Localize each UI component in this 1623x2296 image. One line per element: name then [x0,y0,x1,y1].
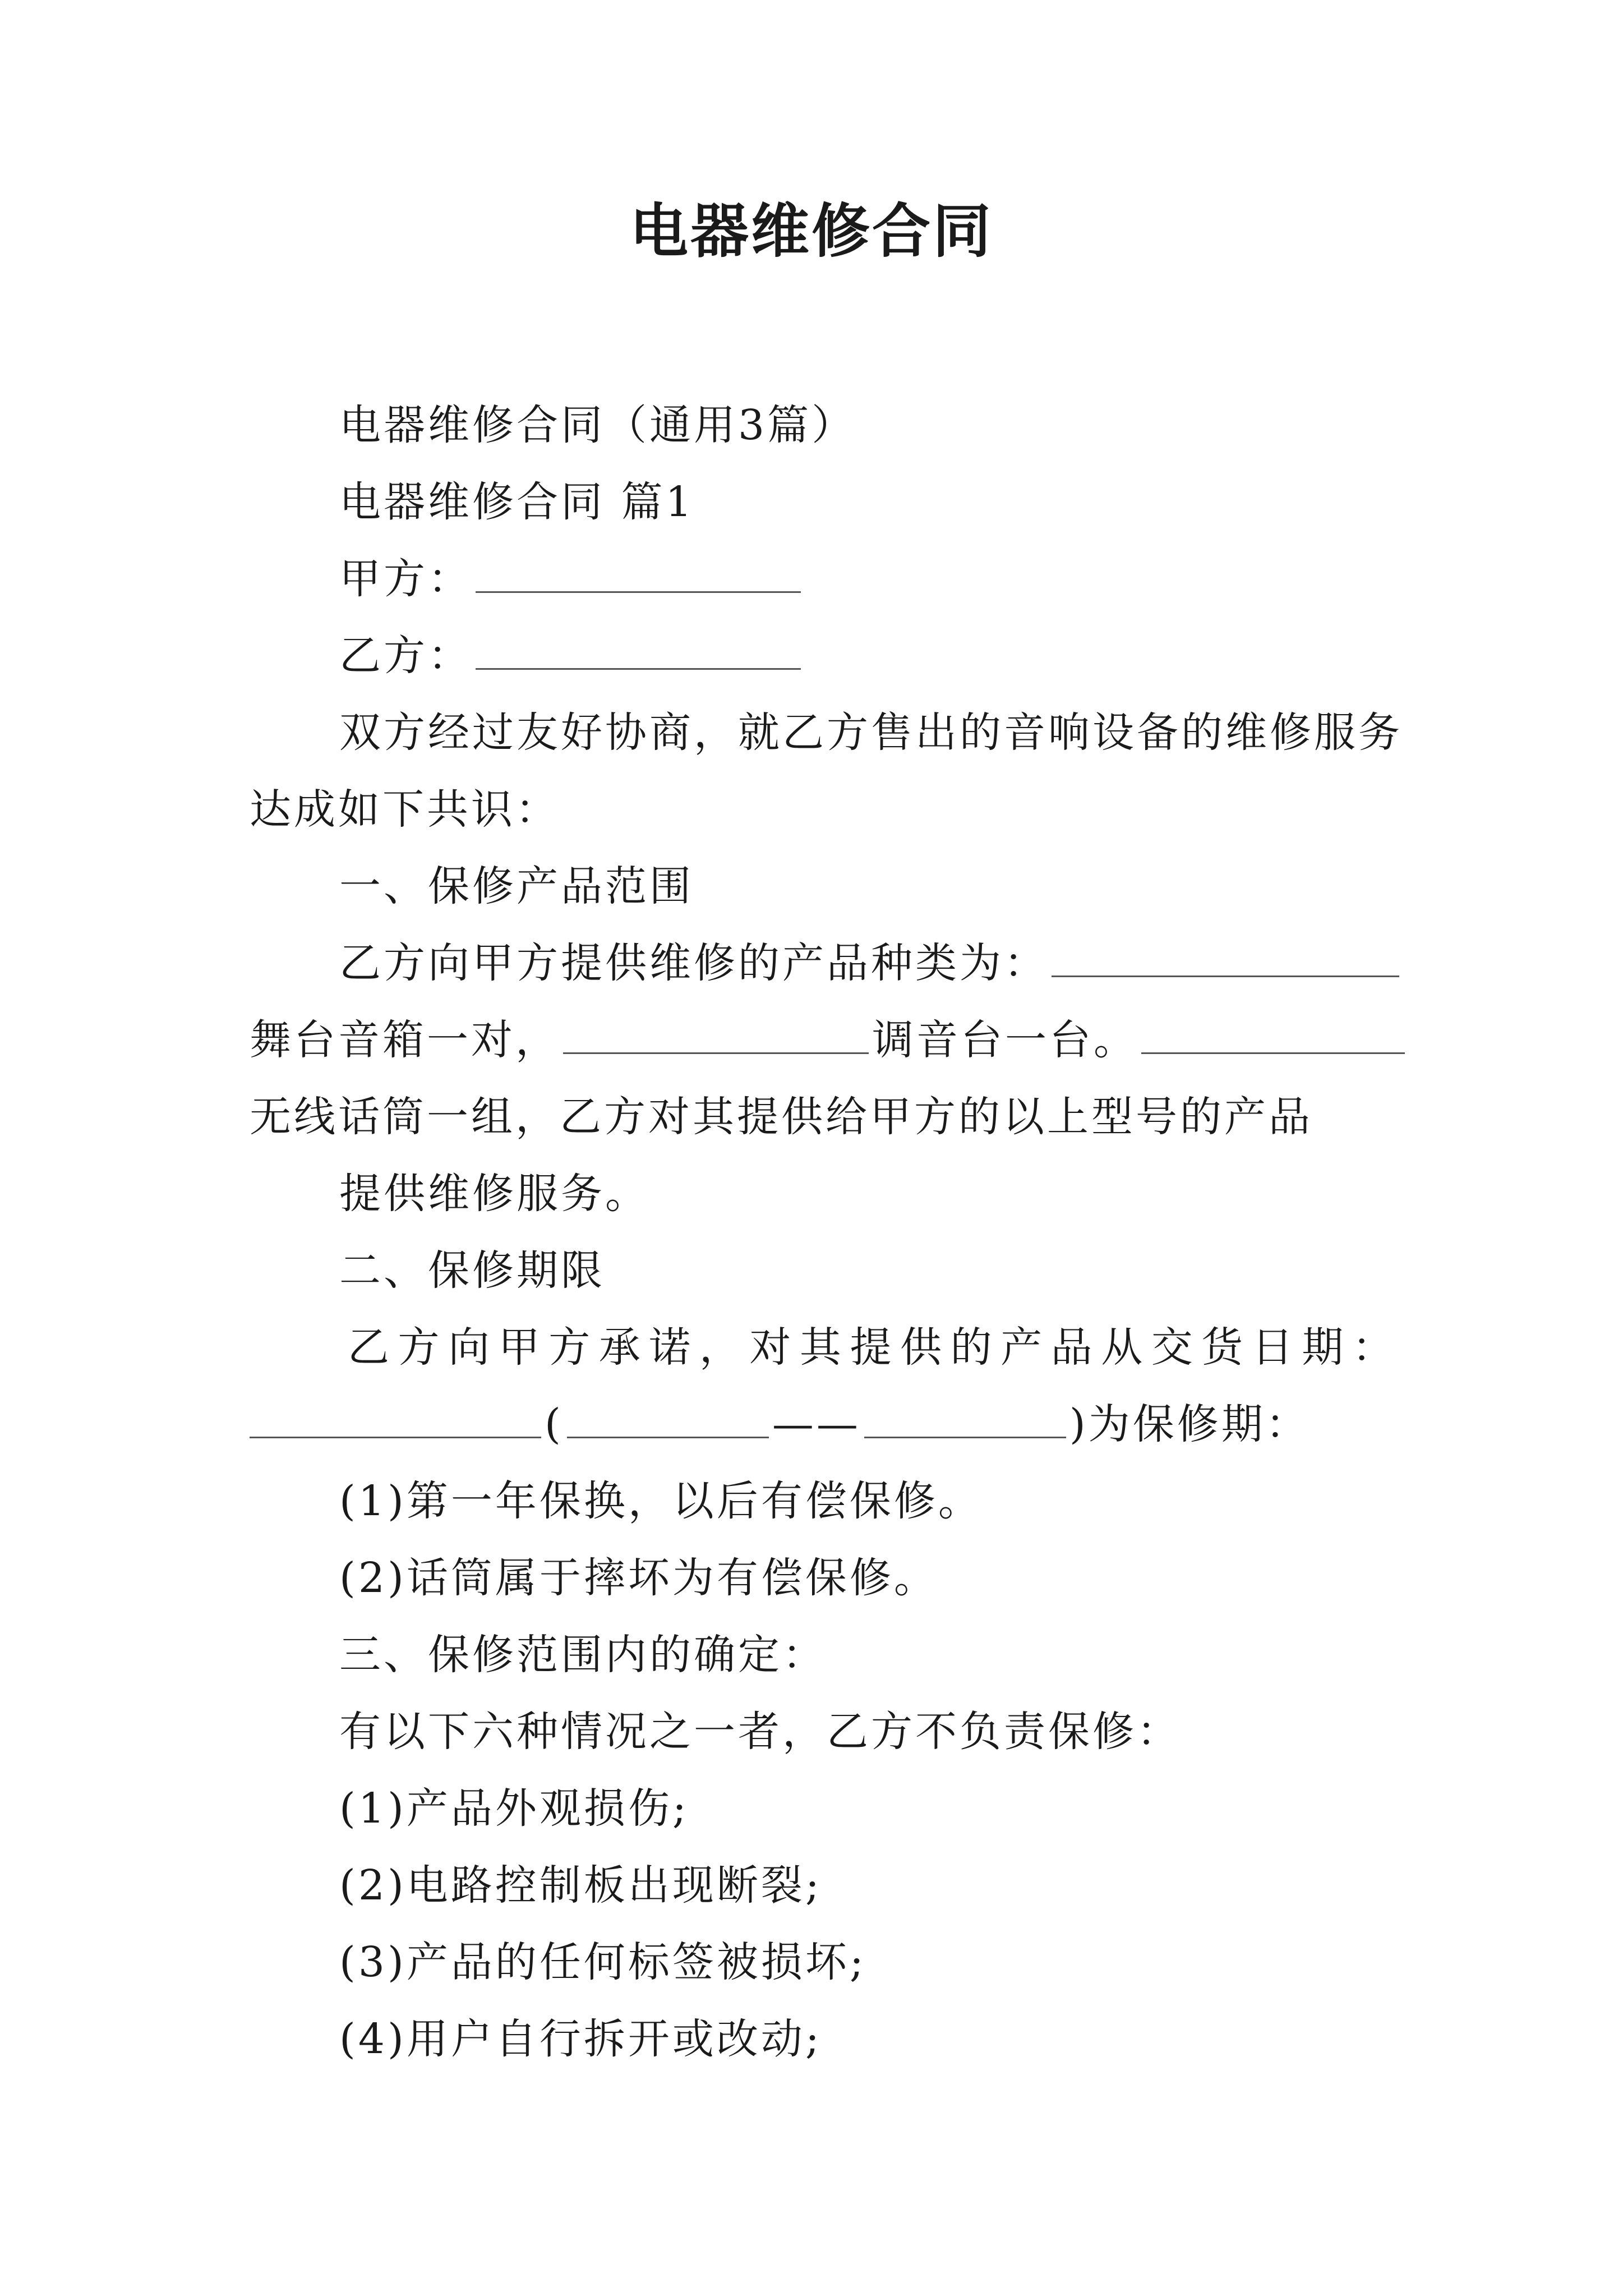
mixer-text: 调音台一台。 [872,1016,1138,1064]
subtitle-line: 电器维修合同（通用3篇） [339,401,856,449]
paragraph-line: 提供维修服务。 [339,1170,649,1218]
char: 品 [1050,1323,1092,1372]
list-item: (2)电路控制板出现断裂; [339,1861,822,1910]
delivery-date-blank [250,1403,541,1438]
party-b-line [250,618,1394,694]
char: ， [699,1323,741,1372]
party-b-blank [476,634,801,670]
list-item: (4)用户自行拆开或改动; [339,2015,822,2063]
warranty-promise-line [250,1309,1394,1386]
list-item: (1)产品外观损伤; [339,1784,689,1833]
char: 货 [1201,1323,1243,1372]
char: 其 [799,1323,841,1372]
paragraph-line: 双方经过友好协商，就乙方售出的音响设备的维修服务 [339,708,1403,757]
char: 对 [749,1323,791,1372]
document-title: 电器维修合同 [629,196,993,265]
char: ： [1352,1323,1394,1372]
clause-heading-3: 三、保修范围内的确定： [339,1631,827,1679]
clause-heading-1: 一、保修产品范围 [339,862,694,910]
paragraph-line: 达成如下共识： [250,785,560,834]
party-a-label: 甲方： [339,555,472,603]
char: 产 [1000,1323,1043,1372]
period-start-blank [567,1403,769,1438]
char: 方 [548,1323,591,1372]
party-a-blank [476,558,801,593]
char: 方 [398,1323,440,1372]
list-item: (1)第一年保换，以后有偿保修。 [339,1477,983,1525]
product-type-line [250,925,1394,1002]
char: 甲 [498,1323,540,1372]
section-heading-line: 电器维修合同 篇1 [339,478,695,526]
paragraph-line: 无线话筒一组，乙方对其提供给甲方的以上型号的产品 [250,1093,1313,1141]
open-paren: ( [545,1400,564,1448]
speaker-text: 舞台音箱一对， [250,1016,560,1064]
char: 日 [1251,1323,1293,1372]
char: 提 [850,1323,892,1372]
product-type-label: 乙方向甲方提供维修的产品种类为： [339,939,1048,987]
document-body [250,387,1403,2078]
period-end-blank [864,1403,1066,1438]
party-b-label: 乙方： [339,632,472,680]
char: 承 [598,1323,640,1372]
char: 从 [1101,1323,1143,1372]
list-item: (2)话筒属于摔坏为有偿保修。 [339,1554,938,1602]
char: 的 [950,1323,992,1372]
char: 供 [900,1323,942,1372]
period-suffix: )为保修期： [1069,1400,1310,1448]
clause-heading-2: 二、保修期限 [339,1246,605,1295]
dash: —— [772,1400,861,1448]
char: 交 [1151,1323,1193,1372]
char: 向 [448,1323,490,1372]
char: 诺 [649,1323,691,1372]
char: 期 [1302,1323,1344,1372]
product-list-line [250,1002,1394,1079]
paragraph-line: 有以下六种情况之一者，乙方不负责保修： [339,1708,1181,1756]
party-a-line [250,541,1394,618]
mic-blank [1141,1019,1405,1054]
char: 乙 [348,1323,389,1372]
product-type-blank [1052,942,1399,977]
warranty-period-line [250,1386,1394,1463]
mixer-blank [563,1019,869,1054]
list-item: (3)产品的任何标签被损坏; [339,1938,866,1986]
